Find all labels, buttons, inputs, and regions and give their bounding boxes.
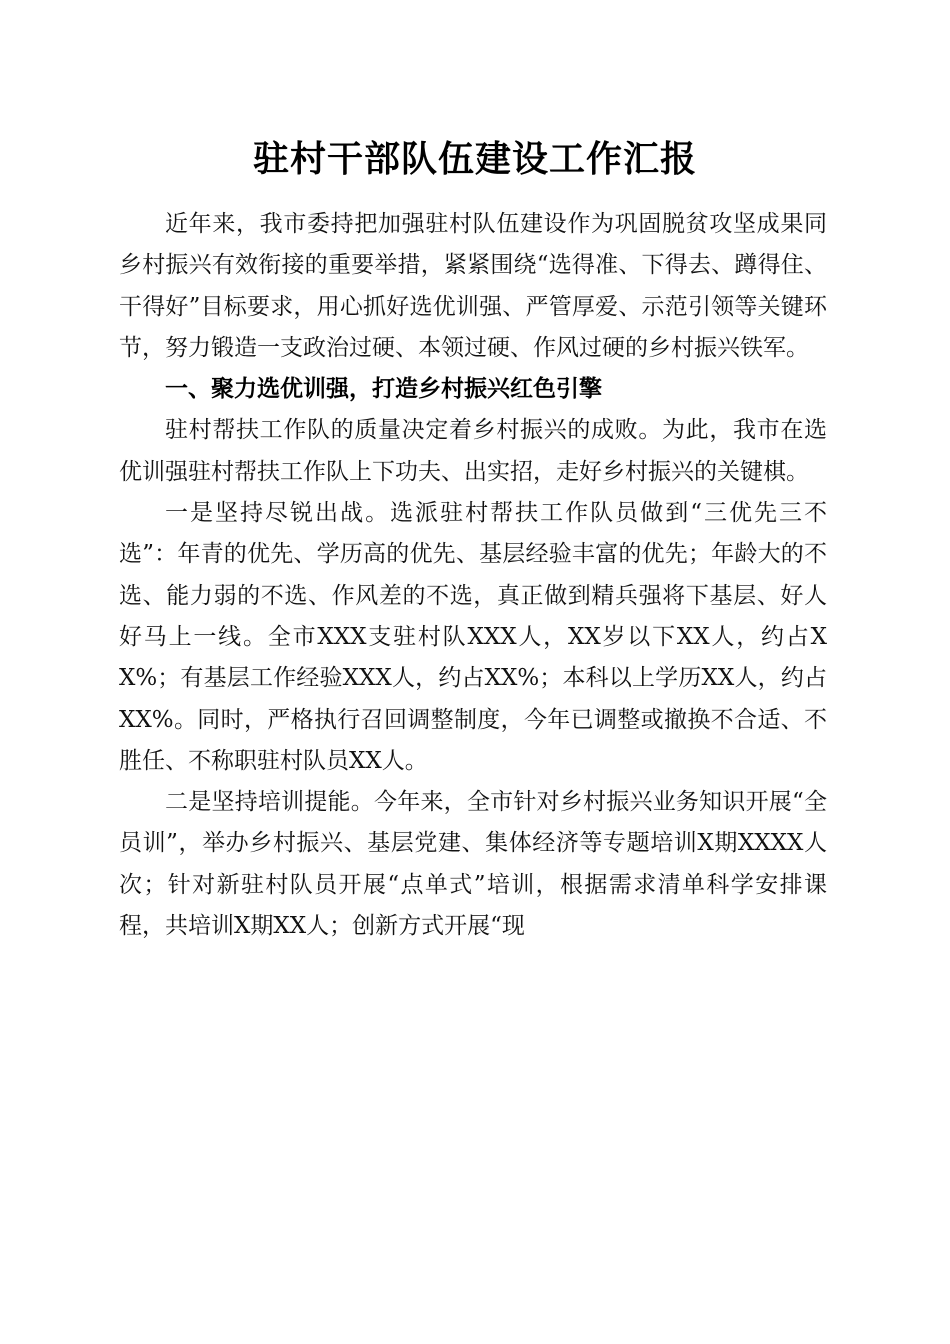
section-summary-paragraph: 驻村帮扶工作队的质量决定着乡村振兴的成败。为此，我市在选优训强驻村帮扶工作队上下功夫、出实招，走好乡村振兴的关键棋。 (119, 417, 827, 485)
point-1-lead: 一是坚持尽锐出战。 (165, 500, 391, 527)
point-2-body: 今年来，全市针对乡村振兴业务知识开展“全员训”，举办乡村振兴、基层党建、集体经济等专题培训X期XXXX人次；针对新驻村队员开展“点单式”培训，根据需求清单科学安排课程，共培训X期XX人；创新方式开展“现 (119, 789, 828, 940)
intro-paragraph: 近年来，我市委持把加强驻村队伍建设作为巩固脱贫攻坚成果同乡村振兴有效衔接的重要举措，紧紧围绕“选得准、下得去、蹲得住、干得好”目标要求，用心抓好选优训强、严管厚爱、示范引领等关键环节，努力锻造一支政治过硬、本领过硬、作风过硬的乡村振兴铁军。 (119, 211, 827, 361)
section-heading: 一、聚力选优训强，打造乡村振兴红色引擎 (165, 376, 602, 403)
point-2-lead: 二是坚持培训提能。 (165, 789, 375, 816)
point-2-paragraph (119, 782, 827, 947)
point-1-paragraph (119, 493, 827, 782)
point-1-body: 选派驻村帮扶工作队员做到“三优先三不选”：年青的优先、学历高的优先、基层经验丰富的优先；年龄大的不选、能力弱的不选、作风差的不选，真正做到精兵强将下基层、好人好马上一线。全市XXX支驻村队XXX人，XX岁以下XX人，约占XX%；有基层工作经验XXX人，约占XX%；本科以上学历XX人，约占XX%。同时，严格执行召回调整制度，今年已调整或撤换不合适、不胜任、不称职驻村队员XX人。 (119, 500, 828, 774)
document-body (119, 204, 827, 947)
document-title: 驻村干部队伍建设工作汇报 (252, 138, 697, 180)
